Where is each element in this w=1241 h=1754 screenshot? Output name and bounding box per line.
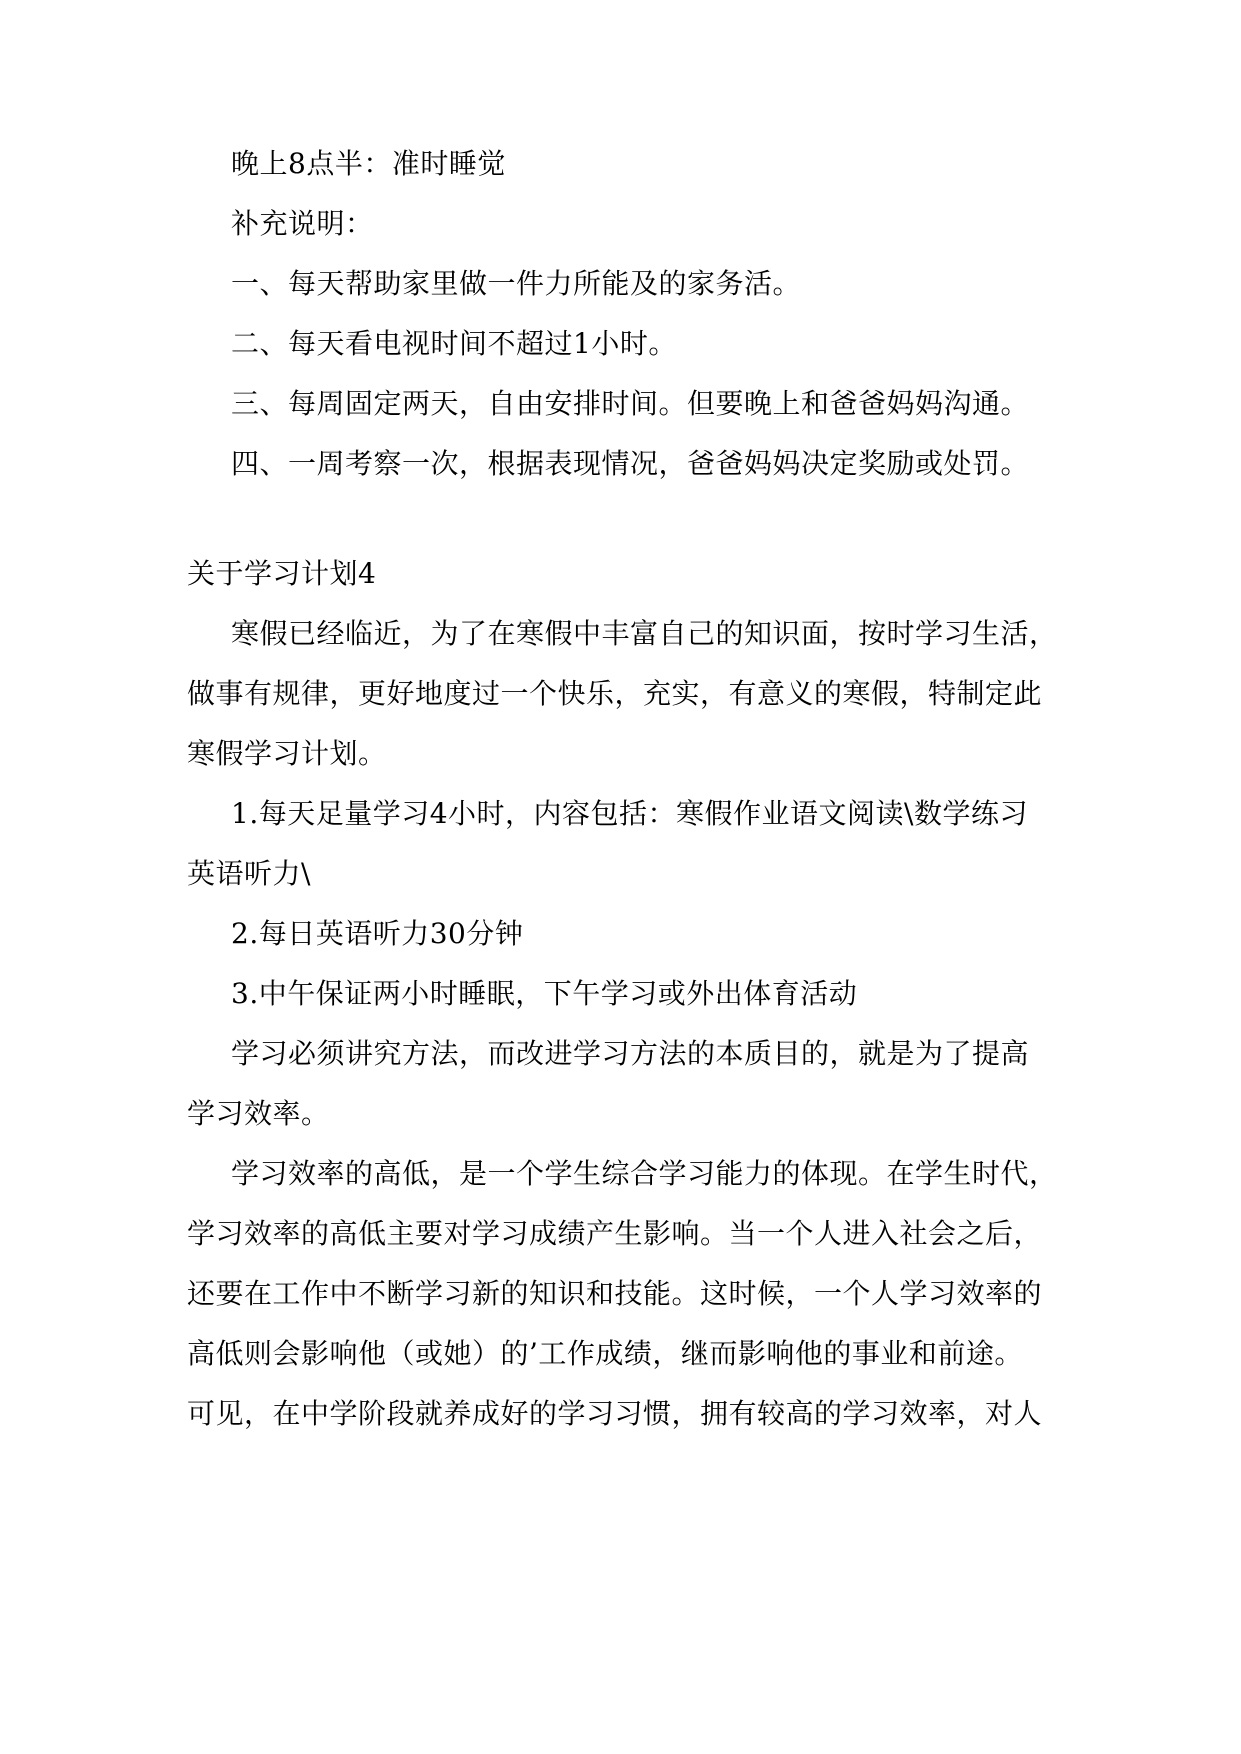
note-item: 三、每周固定两天，自由安排时间。但要晚上和爸爸妈妈沟通。 [231,387,1030,420]
plan-item-2: 2.每日英语听力30分钟 [231,917,524,950]
intro-line: 寒假学习计划。 [187,737,387,770]
efficiency-line: 学习效率的高低主要对学习成绩产生影响。当一个人进入社会之后， [187,1217,1043,1250]
efficiency-line: 可见，在中学阶段就养成好的学习习惯，拥有较高的学习效率，对人 [187,1397,1043,1430]
schedule-line: 晚上8点半：准时睡觉 [231,147,506,180]
intro-line: 做事有规律，更好地度过一个快乐，充实，有意义的寒假，特制定此 [187,677,1043,710]
note-item: 二、每天看电视时间不超过1小时。 [231,327,677,360]
method-line: 学习效率。 [187,1097,330,1130]
section-title: 关于学习计划4 [187,557,377,590]
plan-item-1: 1.每天足量学习4小时，内容包括：寒假作业语文阅读\数学练习 [231,797,1028,830]
method-line: 学习必须讲究方法，而改进学习方法的本质目的，就是为了提高 [231,1037,1030,1070]
efficiency-line: 高低则会影响他（或她）的’工作成绩，继而影响他的事业和前途。 [187,1337,1023,1370]
plan-item-1-continued: 英语听力\ [187,857,311,890]
supplement-label: 补充说明： [231,207,374,240]
note-item: 一、每天帮助家里做一件力所能及的家务活。 [231,267,802,300]
intro-line: 寒假已经临近，为了在寒假中丰富自己的知识面，按时学习生活， [231,617,1058,650]
efficiency-line: 还要在工作中不断学习新的知识和技能。这时候，一个人学习效率的 [187,1277,1043,1310]
plan-item-3: 3.中午保证两小时睡眠，下午学习或外出体育活动 [231,977,858,1010]
note-item: 四、一周考察一次，根据表现情况，爸爸妈妈决定奖励或处罚。 [231,447,1030,480]
efficiency-line: 学习效率的高低，是一个学生综合学习能力的体现。在学生时代， [231,1157,1058,1190]
